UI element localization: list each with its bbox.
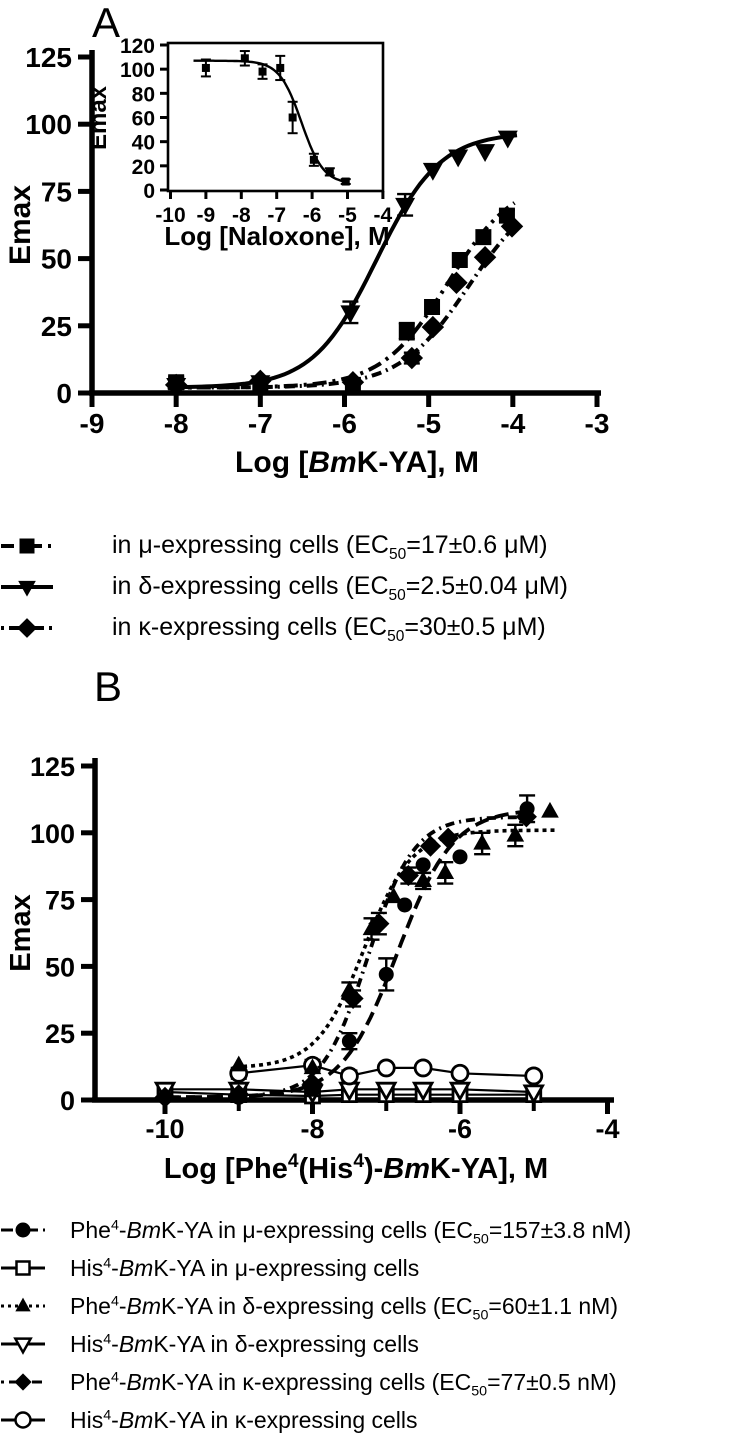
panel-b-legend — [0, 1211, 746, 1439]
svg-text:-6: -6 — [332, 408, 357, 439]
svg-text:75: 75 — [40, 176, 72, 208]
svg-text:-9: -9 — [79, 408, 105, 439]
legend-marker-square-icon — [0, 1255, 46, 1281]
svg-text:60: 60 — [131, 107, 155, 131]
legend-label: His$^4$-BmK-YA in μ-expressing cells — [70, 1254, 420, 1281]
svg-text:Log [Naloxone], M: Log [Naloxone], M — [164, 221, 390, 251]
svg-text:-8: -8 — [231, 204, 251, 227]
panel-b-label: B — [94, 663, 123, 710]
svg-text:Emax: Emax — [85, 85, 112, 151]
svg-text:25: 25 — [40, 310, 72, 342]
legend-label: Phe$^4$-BmK-YA in δ-expressing cells ($EC_{50}=60\pm 1.1$ nM) — [70, 1292, 619, 1324]
legend-marker-triangle-down-icon — [0, 1331, 46, 1357]
legend-item-2 — [0, 1287, 746, 1325]
legend-label: His$^4$-BmK-YA in κ-expressing cells — [70, 1406, 418, 1433]
panel-a-label: A — [92, 0, 121, 46]
svg-text:0: 0 — [56, 378, 72, 409]
svg-text:75: 75 — [44, 885, 75, 916]
svg-text:0: 0 — [59, 1086, 75, 1116]
svg-text:-5: -5 — [338, 204, 357, 227]
svg-text:0: 0 — [143, 180, 155, 203]
svg-text:20: 20 — [131, 155, 155, 179]
svg-text:25: 25 — [44, 1019, 75, 1050]
svg-text:80: 80 — [131, 83, 155, 107]
legend-item-5 — [0, 1401, 746, 1439]
legend-marker-diamond-icon — [0, 1369, 46, 1395]
legend-item-4 — [0, 1363, 746, 1401]
svg-text:-5: -5 — [416, 408, 442, 439]
svg-text:50: 50 — [40, 243, 72, 275]
legend-marker-triangle-down-icon — [0, 572, 54, 602]
svg-text:100: 100 — [25, 109, 72, 141]
series-phe4-delta — [230, 802, 559, 1074]
svg-text:-3: -3 — [584, 408, 610, 439]
legend-label: His$^4$-BmK-YA in δ-expressing cells — [70, 1330, 419, 1357]
legend-label: Phe$^4$-BmK-YA in κ-expressing cells ($EC_{50}=77\pm 0.5$ nM) — [70, 1368, 617, 1400]
legend-marker-diamond-icon — [0, 613, 54, 643]
legend-marker-square-icon — [0, 531, 54, 561]
inset-chart — [85, 35, 393, 251]
svg-text:-7: -7 — [247, 408, 273, 439]
svg-text:125: 125 — [25, 42, 72, 73]
panel-b-chart — [0, 660, 746, 1200]
legend-marker-circle-icon — [0, 1407, 46, 1433]
svg-text:-4: -4 — [500, 408, 526, 439]
panel-a-chart — [0, 0, 746, 505]
svg-text:-7: -7 — [267, 204, 287, 227]
legend-label: in δ-expressing cells ($EC_{50}=2.5\pm 0.04$ μM) — [112, 572, 568, 604]
svg-text:100: 100 — [29, 818, 75, 849]
svg-text:120: 120 — [119, 35, 155, 58]
svg-text:-10: -10 — [155, 204, 186, 227]
svg-text:100: 100 — [119, 59, 155, 83]
legend-item-1 — [0, 1249, 746, 1287]
svg-text:Log [Phe4(His4)-BmK-YA], M: Log [Phe$^4$(His$^4$)-BmK-YA], M — [163, 1150, 549, 1185]
svg-text:-4: -4 — [373, 204, 393, 227]
legend-label: in μ-expressing cells ($EC_{50}=17\pm 0.6$ μM) — [112, 531, 548, 563]
svg-text:125: 125 — [29, 752, 75, 782]
series-phe4-kappa — [154, 806, 536, 1108]
legend-item-0 — [0, 525, 746, 566]
svg-text:Log [BmK-YA], M: Log [BmK-YA], M — [235, 446, 479, 479]
svg-text:-4: -4 — [595, 1114, 620, 1144]
svg-text:-8: -8 — [300, 1114, 325, 1144]
svg-text:-10: -10 — [145, 1114, 185, 1144]
legend-item-3 — [0, 1325, 746, 1363]
legend-label: in κ-expressing cells ($EC_{50}=30\pm 0.5$ μM) — [112, 613, 546, 645]
panel-a-legend — [0, 525, 746, 648]
svg-text:-8: -8 — [163, 408, 189, 439]
svg-text:40: 40 — [131, 131, 155, 155]
svg-text:Emax: Emax — [5, 894, 37, 972]
svg-text:Emax: Emax — [4, 184, 37, 266]
legend-item-0 — [0, 1211, 746, 1249]
svg-text:-6: -6 — [447, 1114, 473, 1144]
legend-marker-circle-icon — [0, 1217, 46, 1243]
svg-text:50: 50 — [44, 952, 75, 983]
svg-text:-6: -6 — [302, 204, 322, 227]
plot-series — [154, 795, 558, 1107]
svg-text:-9: -9 — [196, 204, 216, 227]
legend-label: Phe$^4$-BmK-YA in μ-expressing cells ($EC_{50}=157\pm 3.8$ nM) — [70, 1216, 632, 1248]
legend-item-2 — [0, 607, 746, 648]
legend-item-1 — [0, 566, 746, 607]
legend-marker-triangle-up-icon — [0, 1293, 46, 1319]
